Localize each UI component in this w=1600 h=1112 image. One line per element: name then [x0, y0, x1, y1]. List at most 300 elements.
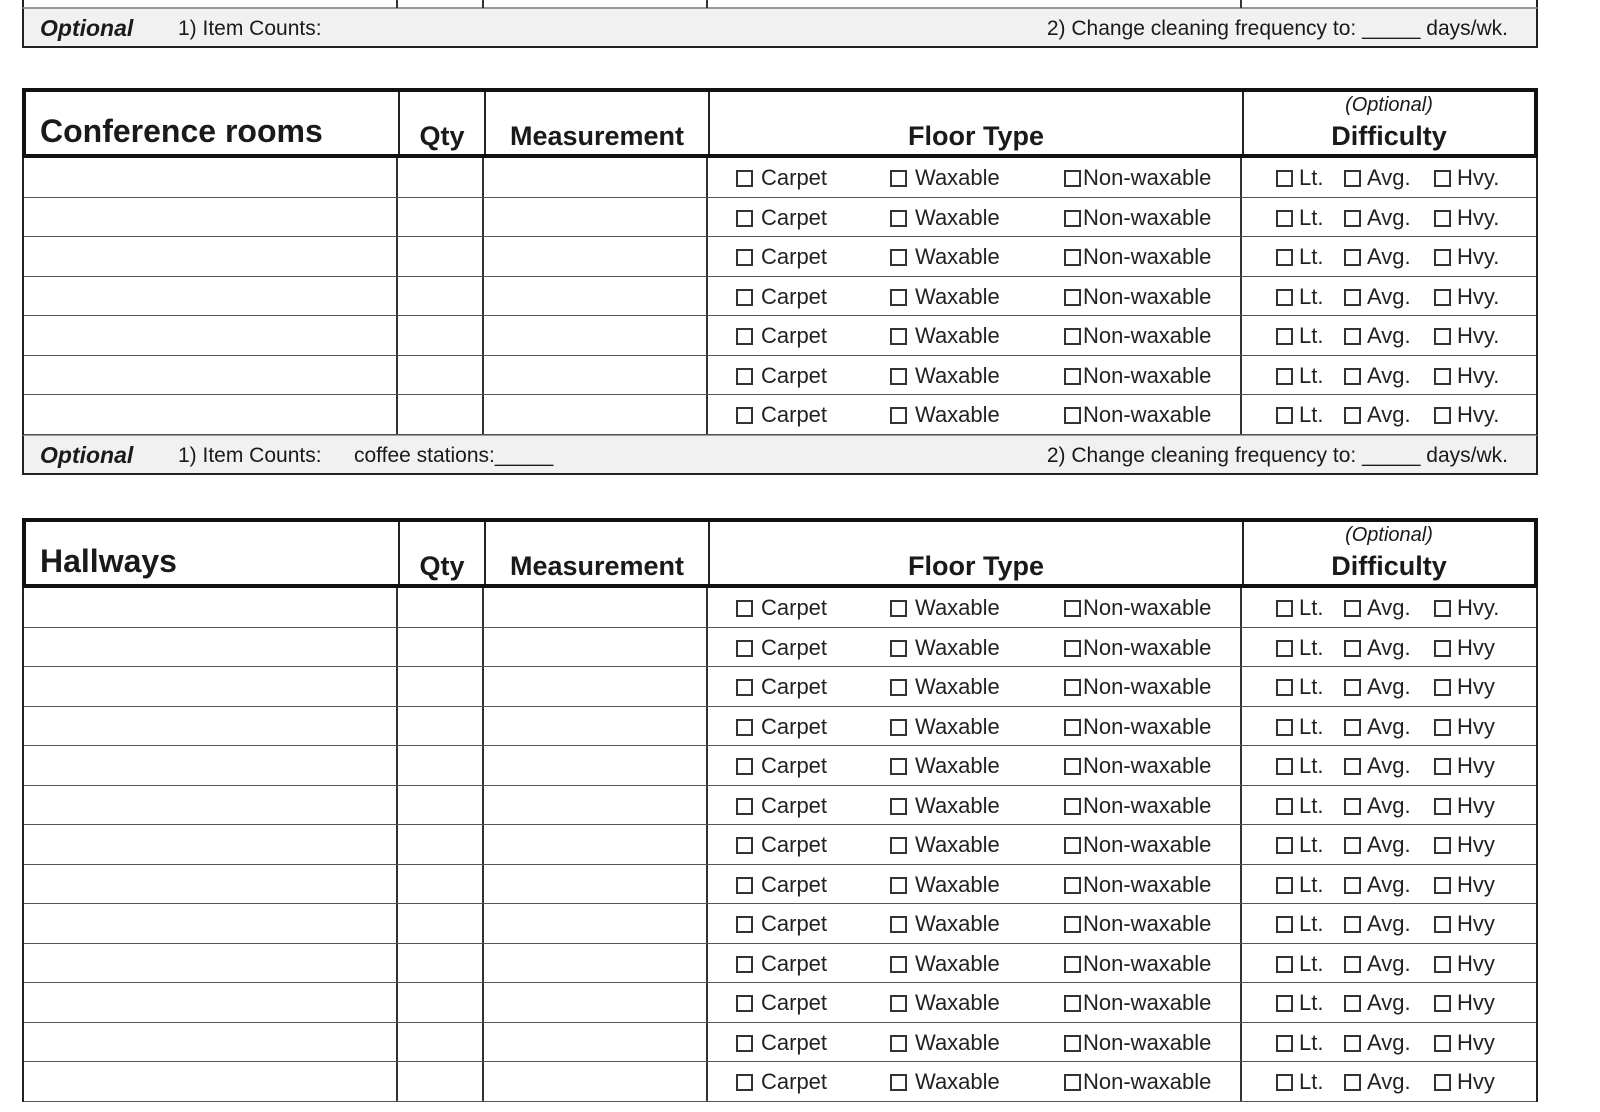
floor-option [890, 635, 1000, 661]
checkbox[interactable] [1344, 640, 1361, 657]
floor-option [1064, 793, 1211, 819]
checkbox[interactable] [1064, 877, 1081, 894]
checkbox[interactable] [1434, 758, 1451, 775]
checkbox[interactable] [1276, 368, 1293, 385]
measurement-field[interactable] [484, 277, 706, 316]
col-divider [1240, 904, 1242, 943]
qty-field[interactable] [398, 628, 482, 667]
floor-option [1064, 323, 1211, 349]
checkbox[interactable] [736, 249, 753, 266]
measurement-header-cell [486, 522, 710, 584]
col-divider [706, 1062, 708, 1101]
checkbox[interactable] [1276, 719, 1293, 736]
measurement-field[interactable] [484, 667, 706, 706]
room-name-field[interactable] [24, 1062, 396, 1101]
checkbox-label: Avg. [1367, 165, 1411, 190]
room-name-field[interactable] [24, 667, 396, 706]
checkbox-label: Non-waxable [1083, 990, 1212, 1015]
checkbox-label: Waxable [915, 950, 1000, 976]
checkbox-label: Carpet [761, 165, 828, 190]
qty-field[interactable] [398, 904, 482, 943]
floor-option [890, 674, 1000, 700]
checkbox[interactable] [736, 719, 753, 736]
difficulty-option [1344, 674, 1411, 700]
checkbox[interactable] [736, 1074, 753, 1091]
room-name-field[interactable] [24, 707, 396, 746]
previous-optional-bar [22, 8, 1538, 48]
checkbox-label: Lt. [1299, 402, 1324, 427]
optional-label: Optional [40, 15, 134, 41]
table-row [24, 667, 1536, 707]
checkbox-label: Waxable [915, 792, 1000, 818]
checkbox[interactable] [890, 837, 907, 854]
qty-field[interactable] [398, 158, 482, 197]
checkbox[interactable] [1434, 956, 1451, 973]
qty-field[interactable] [398, 865, 482, 904]
difficulty-option [1344, 911, 1411, 937]
qty-field[interactable] [398, 316, 482, 355]
difficulty-option [1434, 1030, 1495, 1056]
checkbox-label: Lt. [1299, 674, 1324, 699]
checkbox[interactable] [1344, 758, 1361, 775]
checkbox[interactable] [1064, 328, 1081, 345]
checkbox-label: Avg. [1367, 1069, 1411, 1094]
checkbox[interactable] [1064, 758, 1081, 775]
col-divider [1240, 707, 1242, 746]
col-divider [706, 0, 708, 8]
checkbox[interactable] [1434, 328, 1451, 345]
checkbox[interactable] [1276, 995, 1293, 1012]
qty-field[interactable] [398, 1023, 482, 1062]
checkbox[interactable] [1344, 407, 1361, 424]
checkbox[interactable] [1064, 719, 1081, 736]
floor-option [736, 911, 827, 937]
checkbox-label: Non-waxable [1083, 674, 1212, 699]
checkbox[interactable] [736, 1035, 753, 1052]
checkbox-label: Avg. [1367, 832, 1411, 857]
checkbox[interactable] [1344, 679, 1361, 696]
room-name-field[interactable] [24, 356, 396, 395]
checkbox[interactable] [736, 956, 753, 973]
checkbox[interactable] [1064, 210, 1081, 227]
floor-option [890, 1069, 1000, 1095]
title-cell [26, 92, 400, 154]
room-name-field[interactable] [24, 746, 396, 785]
checkbox-label: Non-waxable [1083, 595, 1212, 620]
floor-option [1064, 363, 1211, 389]
measurement-field[interactable] [484, 237, 706, 276]
checkbox[interactable] [890, 995, 907, 1012]
measurement-field[interactable] [484, 1023, 706, 1062]
checkbox[interactable] [890, 368, 907, 385]
checkbox[interactable] [890, 249, 907, 266]
floor-option [736, 872, 827, 898]
checkbox-label: Waxable [915, 323, 1000, 348]
checkbox[interactable] [1276, 798, 1293, 815]
checkbox[interactable] [1064, 1074, 1081, 1091]
checkbox[interactable] [1064, 679, 1081, 696]
checkbox-label: Lt. [1299, 1029, 1324, 1055]
table-row [24, 983, 1536, 1023]
item-counts-label: 1) Item Counts: [178, 443, 322, 467]
checkbox[interactable] [1344, 995, 1361, 1012]
checkbox[interactable] [1276, 407, 1293, 424]
section-title: Hallways [40, 543, 177, 579]
checkbox[interactable] [1344, 798, 1361, 815]
hallways-header [22, 518, 1538, 588]
checkbox[interactable] [1344, 210, 1361, 227]
room-name-field[interactable] [24, 825, 396, 864]
checkbox[interactable] [1434, 1035, 1451, 1052]
checkbox[interactable] [1434, 837, 1451, 854]
checkbox[interactable] [1276, 210, 1293, 227]
floor-option [1064, 753, 1211, 779]
difficulty-option [1276, 323, 1323, 349]
room-name-field[interactable] [24, 395, 396, 434]
col-divider [706, 628, 708, 667]
room-name-field[interactable] [24, 277, 396, 316]
checkbox[interactable] [1434, 640, 1451, 657]
checkbox[interactable] [736, 877, 753, 894]
table-row [24, 904, 1536, 944]
difficulty-option [1344, 951, 1411, 977]
difficulty-option [1434, 872, 1495, 898]
room-name-field[interactable] [24, 904, 396, 943]
qty-header: Qty [419, 121, 465, 151]
checkbox-label: Avg. [1367, 244, 1411, 269]
measurement-field[interactable] [484, 904, 706, 943]
difficulty-option [1434, 911, 1495, 937]
checkbox[interactable] [736, 289, 753, 306]
checkbox[interactable] [1344, 1074, 1361, 1091]
measurement-field[interactable] [484, 198, 706, 237]
checkbox[interactable] [736, 368, 753, 385]
difficulty-option [1344, 165, 1411, 191]
measurement-field[interactable] [484, 628, 706, 667]
checkbox[interactable] [890, 289, 907, 306]
checkbox[interactable] [1064, 407, 1081, 424]
col-divider [706, 904, 708, 943]
difficulty-option [1276, 363, 1323, 389]
checkbox-label: Hvy. [1457, 402, 1500, 427]
checkbox[interactable] [1276, 956, 1293, 973]
qty-field[interactable] [398, 746, 482, 785]
checkbox[interactable] [1064, 798, 1081, 815]
checkbox[interactable] [1064, 1035, 1081, 1052]
floor-option [890, 832, 1000, 858]
checkbox[interactable] [1276, 679, 1293, 696]
checkbox[interactable] [1064, 640, 1081, 657]
checkbox[interactable] [1344, 877, 1361, 894]
checkbox[interactable] [890, 758, 907, 775]
measurement-field[interactable] [484, 707, 706, 746]
col-divider [706, 944, 708, 983]
checkbox[interactable] [1434, 407, 1451, 424]
checkbox[interactable] [736, 210, 753, 227]
checkbox[interactable] [1344, 249, 1361, 266]
qty-field[interactable] [398, 237, 482, 276]
checkbox[interactable] [736, 916, 753, 933]
checkbox-label: Waxable [915, 634, 1000, 660]
checkbox[interactable] [1434, 170, 1451, 187]
checkbox[interactable] [1344, 719, 1361, 736]
floor-option [1064, 244, 1211, 270]
floor-option [1064, 205, 1211, 231]
checkbox[interactable] [1434, 289, 1451, 306]
measurement-field[interactable] [484, 746, 706, 785]
checkbox-label: Carpet [761, 832, 828, 857]
col-divider [706, 1023, 708, 1062]
checkbox[interactable] [890, 600, 907, 617]
checkbox[interactable] [1434, 877, 1451, 894]
measurement-field[interactable] [484, 158, 706, 197]
checkbox-label: Waxable [915, 911, 1000, 936]
checkbox[interactable] [890, 210, 907, 227]
checkbox[interactable] [890, 956, 907, 973]
measurement-field[interactable] [484, 825, 706, 864]
difficulty-option [1434, 753, 1495, 779]
checkbox[interactable] [1344, 916, 1361, 933]
checkbox[interactable] [1064, 995, 1081, 1012]
floor-option [736, 205, 827, 231]
col-divider [706, 158, 708, 197]
checkbox[interactable] [1276, 1035, 1293, 1052]
checkbox[interactable] [890, 1035, 907, 1052]
measurement-field[interactable] [484, 588, 706, 627]
checkbox[interactable] [1276, 640, 1293, 657]
floor-option [890, 363, 1000, 389]
checkbox-label: Waxable [915, 674, 1000, 699]
checkbox-label: Hvy. [1457, 362, 1500, 388]
checkbox-label: Hvy [1457, 950, 1495, 976]
checkbox[interactable] [890, 328, 907, 345]
checkbox-label: Lt. [1299, 753, 1324, 778]
checkbox-label: Avg. [1367, 990, 1411, 1015]
qty-field[interactable] [398, 277, 482, 316]
measurement-field[interactable] [484, 356, 706, 395]
checkbox[interactable] [890, 640, 907, 657]
checkbox[interactable] [1344, 170, 1361, 187]
col-divider [706, 395, 708, 434]
checkbox-label: Carpet [761, 1029, 828, 1055]
room-name-field[interactable] [24, 588, 396, 627]
checkbox[interactable] [1434, 916, 1451, 933]
difficulty-option [1434, 674, 1495, 700]
difficulty-option [1276, 674, 1323, 700]
col-divider [396, 0, 398, 8]
qty-field[interactable] [398, 786, 482, 825]
checkbox[interactable] [890, 719, 907, 736]
checkbox[interactable] [1344, 956, 1361, 973]
measurement-field[interactable] [484, 786, 706, 825]
checkbox-label: Carpet [761, 595, 828, 620]
checkbox-label: Lt. [1299, 595, 1324, 620]
checkbox[interactable] [1276, 837, 1293, 854]
col-divider [1240, 1023, 1242, 1062]
checkbox[interactable] [1064, 956, 1081, 973]
col-divider [1240, 667, 1242, 706]
room-name-field[interactable] [24, 237, 396, 276]
checkbox[interactable] [736, 407, 753, 424]
floor-option [1064, 872, 1211, 898]
checkbox-label: Carpet [761, 792, 828, 818]
checkbox[interactable] [890, 170, 907, 187]
checkbox[interactable] [1434, 600, 1451, 617]
checkbox[interactable] [1434, 679, 1451, 696]
checkbox-label: Waxable [915, 871, 1000, 897]
checkbox-label: Hvy. [1457, 204, 1500, 230]
checkbox[interactable] [736, 679, 753, 696]
measurement-field[interactable] [484, 395, 706, 434]
checkbox[interactable] [890, 877, 907, 894]
checkbox-label: Hvy [1457, 674, 1495, 699]
difficulty-option [1434, 323, 1499, 349]
checkbox[interactable] [736, 798, 753, 815]
difficulty-option [1276, 165, 1323, 191]
measurement-field[interactable] [484, 983, 706, 1022]
checkbox[interactable] [736, 328, 753, 345]
qty-field[interactable] [398, 707, 482, 746]
room-name-field[interactable] [24, 158, 396, 197]
checkbox[interactable] [1064, 249, 1081, 266]
checkbox[interactable] [1064, 170, 1081, 187]
col-divider [1240, 158, 1242, 197]
qty-field[interactable] [398, 1062, 482, 1101]
checkbox[interactable] [1276, 170, 1293, 187]
checkbox[interactable] [1344, 837, 1361, 854]
checkbox[interactable] [1344, 289, 1361, 306]
checkbox-label: Carpet [761, 204, 828, 230]
room-name-field[interactable] [24, 1023, 396, 1062]
difficulty-option [1344, 832, 1411, 858]
checkbox-label: Avg. [1367, 362, 1411, 388]
checkbox-label: Avg. [1367, 950, 1411, 976]
checkbox[interactable] [1064, 368, 1081, 385]
checkbox[interactable] [1064, 289, 1081, 306]
checkbox[interactable] [1434, 995, 1451, 1012]
qty-field[interactable] [398, 395, 482, 434]
floor-option [890, 951, 1000, 977]
checkbox-label: Waxable [915, 753, 1000, 778]
room-name-field[interactable] [24, 198, 396, 237]
checkbox[interactable] [1276, 600, 1293, 617]
checkbox[interactable] [1276, 289, 1293, 306]
checkbox[interactable] [890, 679, 907, 696]
room-name-field[interactable] [24, 944, 396, 983]
qty-field[interactable] [398, 667, 482, 706]
checkbox[interactable] [736, 995, 753, 1012]
checkbox-label: Non-waxable [1083, 1029, 1212, 1055]
checkbox[interactable] [1434, 368, 1451, 385]
checkbox[interactable] [736, 837, 753, 854]
checkbox[interactable] [1064, 837, 1081, 854]
checkbox[interactable] [1434, 719, 1451, 736]
qty-field[interactable] [398, 198, 482, 237]
floor-option [736, 402, 827, 428]
col-divider [1240, 865, 1242, 904]
floor-option [890, 990, 1000, 1016]
difficulty-option [1344, 753, 1411, 779]
checkbox-label: Waxable [915, 165, 1000, 190]
checkbox[interactable] [1276, 1074, 1293, 1091]
checkbox[interactable] [1344, 368, 1361, 385]
measurement-field[interactable] [484, 865, 706, 904]
difficulty-option [1434, 595, 1499, 621]
checkbox[interactable] [890, 1074, 907, 1091]
floor-option [736, 674, 827, 700]
item-counts-label: 1) Item Counts: [178, 17, 322, 40]
checkbox[interactable] [736, 170, 753, 187]
col-divider [1240, 198, 1242, 237]
checkbox[interactable] [1064, 916, 1081, 933]
checkbox[interactable] [736, 758, 753, 775]
floor-option [736, 165, 827, 191]
floor-option [890, 402, 1000, 428]
col-divider [706, 707, 708, 746]
checkbox[interactable] [1344, 1035, 1361, 1052]
checkbox[interactable] [1064, 600, 1081, 617]
room-name-field[interactable] [24, 983, 396, 1022]
frequency-label: 2) Change cleaning frequency to: _____ days/wk. [1046, 443, 1508, 467]
measurement-field[interactable] [484, 316, 706, 355]
checkbox-label: Carpet [761, 911, 828, 936]
checkbox[interactable] [1276, 328, 1293, 345]
checkbox[interactable] [890, 916, 907, 933]
checkbox[interactable] [1276, 758, 1293, 775]
room-name-field[interactable] [24, 628, 396, 667]
col-divider [1240, 983, 1242, 1022]
conference-rooms-section [22, 88, 1538, 475]
checkbox[interactable] [1344, 328, 1361, 345]
qty-field[interactable] [398, 825, 482, 864]
difficulty-option [1276, 1069, 1323, 1095]
checkbox[interactable] [890, 798, 907, 815]
checkbox[interactable] [1276, 249, 1293, 266]
checkbox[interactable] [1276, 877, 1293, 894]
qty-field[interactable] [398, 588, 482, 627]
room-name-field[interactable] [24, 316, 396, 355]
room-name-field[interactable] [24, 786, 396, 825]
checkbox-label: Avg. [1367, 753, 1411, 778]
col-divider [706, 786, 708, 825]
col-divider [1240, 316, 1242, 355]
checkbox[interactable] [736, 600, 753, 617]
measurement-field[interactable] [484, 944, 706, 983]
checkbox-label: Waxable [915, 1029, 1000, 1055]
checkbox[interactable] [1434, 798, 1451, 815]
room-name-field[interactable] [24, 865, 396, 904]
qty-field[interactable] [398, 944, 482, 983]
floor-option [1064, 951, 1211, 977]
checkbox[interactable] [736, 640, 753, 657]
difficulty-option [1276, 402, 1323, 428]
table-row [24, 277, 1536, 317]
coffee-stations-field[interactable]: coffee stations:_____ [354, 443, 554, 467]
checkbox[interactable] [1344, 600, 1361, 617]
col-divider [706, 316, 708, 355]
measurement-field[interactable] [484, 1062, 706, 1101]
floor-option [1064, 402, 1211, 428]
checkbox[interactable] [1434, 210, 1451, 227]
qty-field[interactable] [398, 356, 482, 395]
checkbox[interactable] [1276, 916, 1293, 933]
floor-option [1064, 714, 1211, 740]
qty-field[interactable] [398, 983, 482, 1022]
floor-option [890, 244, 1000, 270]
checkbox[interactable] [1434, 1074, 1451, 1091]
checkbox[interactable] [890, 407, 907, 424]
checkbox[interactable] [1434, 249, 1451, 266]
